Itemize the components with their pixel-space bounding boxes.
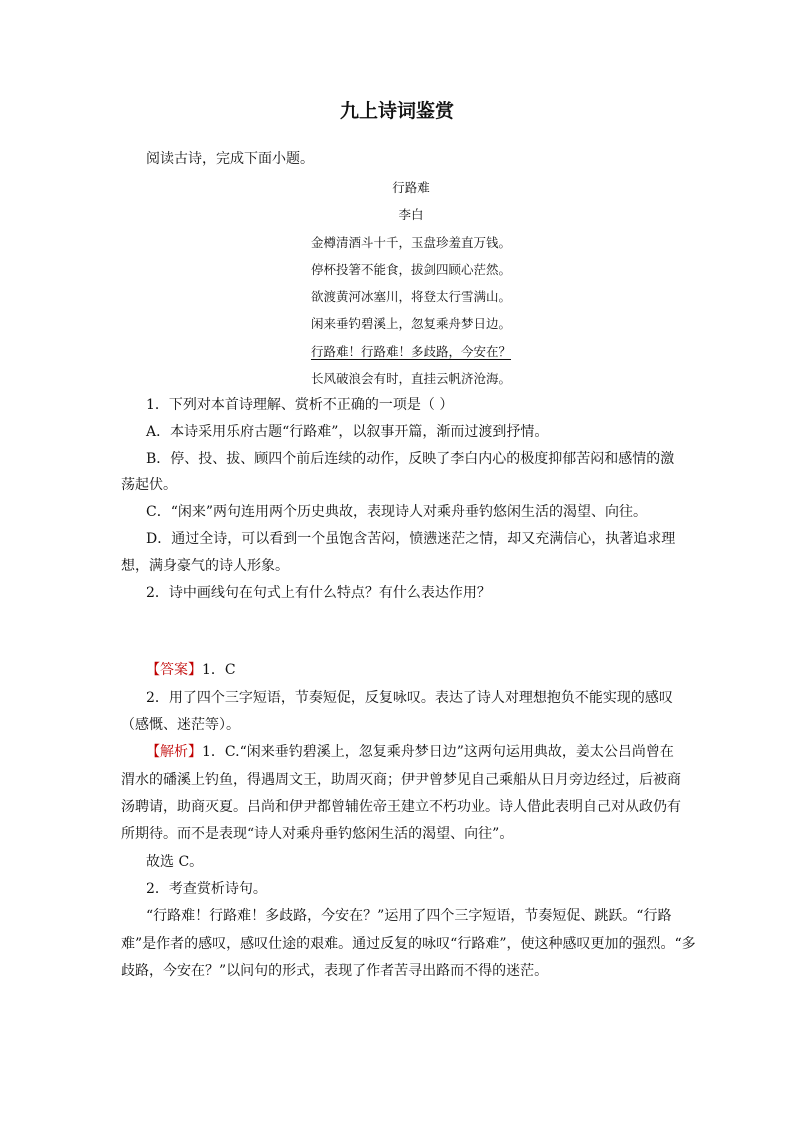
answer-tag: 【答案】: [146, 662, 202, 678]
poem-title: 行路难: [392, 180, 430, 195]
question-1-stem: 1．下列对本首诗理解、赏析不正确的一项是（ ）: [146, 397, 454, 413]
option-c: C．“闲来”两句连用两个历史典故，表现诗人对乘舟垂钓悠闲生活的渴望、向往。: [146, 504, 648, 520]
analysis-line: “行路难！行路难！多歧路，今安在？”运用了四个三字短语，节奏短促、跳跃。“行路: [146, 908, 672, 924]
option-b-cont: 荡起伏。: [121, 477, 177, 493]
analysis-line: 汤聘请，助商灭夏。吕尚和伊尹都曾辅佐帝王建立不朽功业。诗人借此表明自己对从政仍有: [121, 799, 681, 815]
poem-line: 长风破浪会有时，直挂云帆济沧海。: [310, 371, 511, 386]
analysis-text: 1．C.“闲来垂钓碧溪上，忽复乘舟梦日边”这两句运用典故，姜太公吕尚曾在: [202, 744, 674, 760]
analysis-line: 故选 C。: [146, 854, 204, 870]
answer-2-cont: （感慨、迷茫等）。: [121, 717, 240, 733]
poem-line: 欲渡黄河冰塞川，将登太行雪满山。: [310, 289, 511, 304]
page-title: 九上诗词鉴赏: [339, 100, 454, 122]
option-b: B．停、投、拔、顾四个前后连续的动作，反映了李白内心的极度抑郁苦闷和感情的激: [146, 451, 675, 467]
underlined-text: 行路难！行路难！多歧路，今安在？: [310, 344, 511, 359]
analysis-line: 难”是作者的感叹，感叹仕途的艰难。通过反复的咏叹“行路难”，使这种感叹更加的强烈。“多: [121, 936, 696, 952]
poem-line: 闲来垂钓碧溪上，忽复乘舟梦日边。: [310, 316, 511, 331]
analysis-line: 2．考查赏析诗句。: [146, 881, 267, 897]
analysis-line: [146, 739, 674, 765]
analysis-line: 歧路，今安在？”以问句的形式，表现了作者苦寻出路而不得的迷茫。: [121, 963, 549, 979]
intro-text: 阅读古诗，完成下面小题。: [146, 151, 314, 167]
analysis-line: 渭水的磻溪上钓鱼，得遇周文王，助周灭商；伊尹曾梦见自己乘船从日月旁边经过，后被商: [121, 772, 681, 788]
answer-2: 2．用了四个三字短语，节奏短促，反复咏叹。表达了诗人对理想抱负不能实现的感叹: [146, 690, 673, 706]
analysis-tag: 【解析】: [146, 744, 202, 760]
option-d: D．通过全诗，可以看到一个虽饱含苦闷，愤懑迷茫之情，却又充满信心，执著追求理: [146, 531, 676, 547]
answer-1: 1．C: [202, 662, 236, 678]
analysis-line: 所期待。而不是表现“诗人对乘舟垂钓悠闲生活的渴望、向往”。: [121, 826, 514, 842]
question-2-stem: 2．诗中画线句在句式上有什么特点？有什么表达作用？: [146, 585, 491, 601]
option-d-cont: 想，满身豪气的诗人形象。: [121, 558, 289, 574]
poem-line: 停杯投箸不能食，拔剑四顾心茫然。: [310, 262, 511, 277]
answer-line: [146, 657, 236, 683]
option-a: A．本诗采用乐府古题“行路难”，以叙事开篇，渐而过渡到抒情。: [146, 424, 549, 440]
poem-author: 李白: [398, 207, 424, 222]
poem-line-underlined: [0, 342, 794, 360]
poem-line: 金樽清酒斗十千，玉盘珍羞直万钱。: [310, 235, 511, 250]
